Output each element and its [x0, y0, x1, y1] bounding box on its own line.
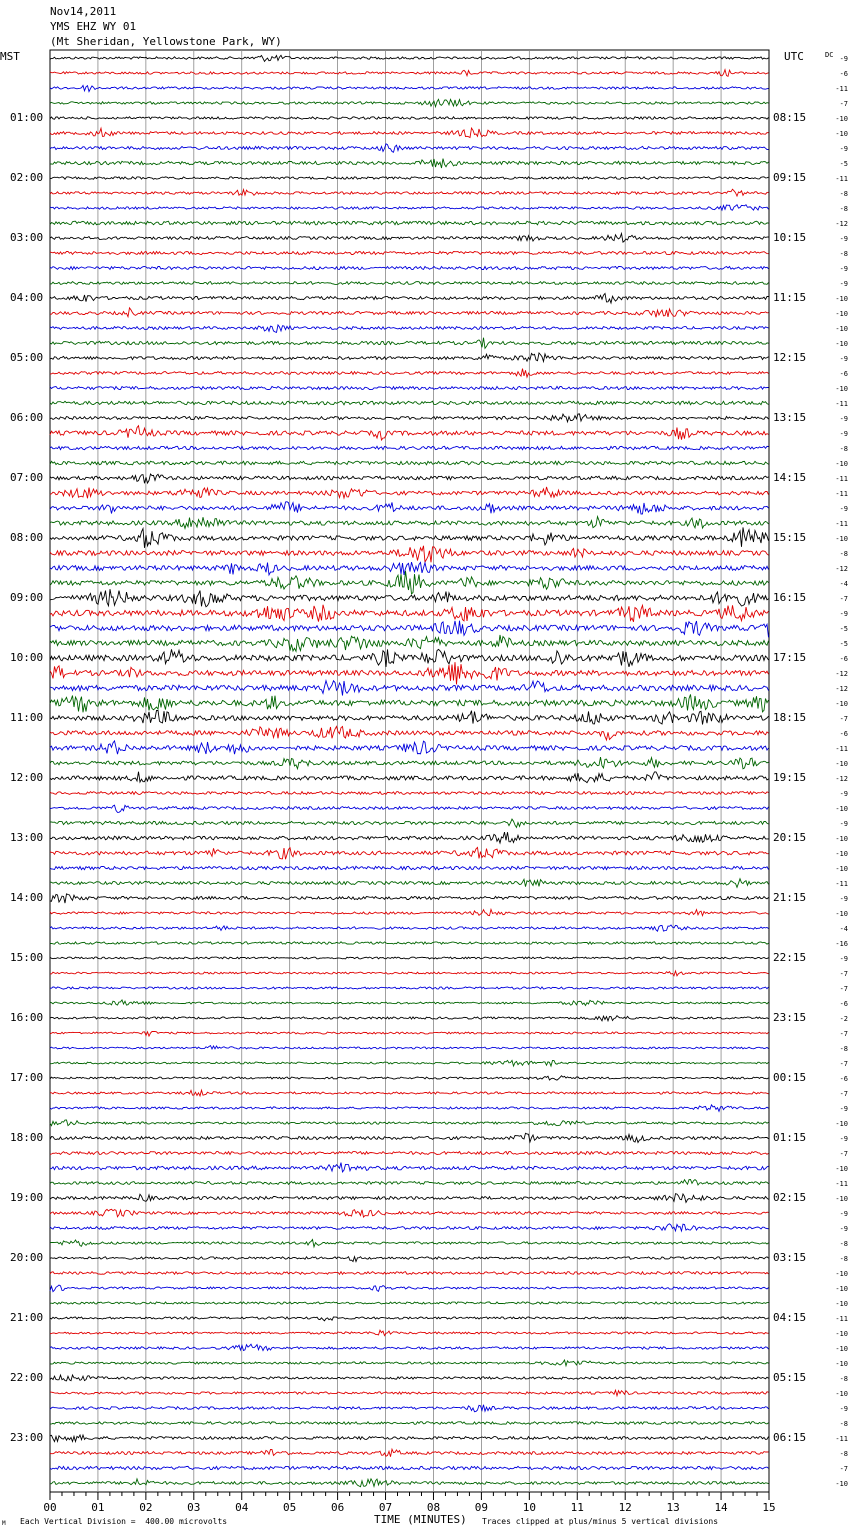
dc-offset-label: -7 — [839, 595, 848, 603]
left-hour-label: 22:00 — [10, 1371, 44, 1384]
seismic-trace — [50, 267, 769, 270]
left-hour-label: 20:00 — [10, 1251, 44, 1264]
seismic-trace — [50, 1449, 769, 1457]
seismic-trace — [50, 86, 769, 92]
seismic-trace — [50, 562, 769, 575]
dc-offset-label: -7 — [839, 1150, 848, 1158]
seismic-trace — [50, 234, 769, 243]
seismic-trace — [50, 1163, 769, 1172]
seismic-trace — [50, 401, 769, 405]
seismic-trace — [50, 1090, 769, 1096]
seismic-trace — [50, 1105, 769, 1112]
seismic-trace — [50, 987, 769, 989]
seismic-trace — [50, 757, 769, 769]
dc-offset-label: -11 — [835, 520, 848, 528]
seismic-trace — [50, 1152, 769, 1155]
seismic-trace — [50, 1240, 769, 1247]
dc-offset-label: -10 — [835, 865, 848, 873]
right-hour-label: 23:15 — [773, 1011, 807, 1024]
seismic-trace — [50, 1046, 769, 1049]
right-hour-label: 15:15 — [773, 531, 807, 544]
right-hour-label: 19:15 — [773, 771, 807, 784]
right-hour-label: 11:15 — [773, 291, 807, 304]
right-hour-label: 04:15 — [773, 1311, 807, 1324]
seismic-trace — [50, 426, 769, 440]
seismic-trace — [50, 546, 769, 563]
dc-offset-label: -10 — [835, 1300, 848, 1308]
clip-note: Traces clipped at plus/minus 5 vertical divisions — [482, 1517, 719, 1526]
dc-offset-label: -10 — [835, 1165, 848, 1173]
dc-offset-label: -9 — [839, 610, 848, 618]
seismic-trace — [50, 1375, 769, 1381]
dc-offset-label: -11 — [835, 490, 848, 498]
scale-note: Each Vertical Division = 400.00 microvolts — [20, 1517, 228, 1526]
seismic-trace — [50, 1016, 769, 1021]
dc-offset-label: -7 — [839, 100, 848, 108]
dc-offset-label: -8 — [839, 190, 848, 198]
dc-offset-label: -10 — [835, 1345, 848, 1353]
seismic-trace — [50, 819, 769, 827]
dc-offset-label: -4 — [839, 925, 848, 933]
seismic-trace — [50, 1285, 769, 1292]
seismic-trace — [50, 1031, 769, 1036]
dc-offset-label: -9 — [839, 895, 848, 903]
seismic-trace — [50, 1257, 769, 1262]
seismic-trace — [50, 741, 769, 754]
dc-offset-label: -2 — [839, 1015, 848, 1023]
seismic-trace — [50, 681, 769, 696]
dc-offset-label: -9 — [839, 820, 848, 828]
seismic-trace — [50, 70, 769, 77]
dc-offset-label: -9 — [839, 355, 848, 363]
dc-offset-label: -8 — [839, 1045, 848, 1053]
dc-offset-label: -10 — [835, 130, 848, 138]
dc-offset-label: -6 — [839, 1075, 848, 1083]
left-hour-label: 19:00 — [10, 1191, 44, 1204]
dc-offset-label: -16 — [835, 940, 848, 948]
left-hour-label: 04:00 — [10, 291, 44, 304]
seismic-trace — [50, 589, 769, 607]
seismic-trace — [50, 792, 769, 795]
seismic-trace — [50, 461, 769, 465]
dc-offset-label: -7 — [839, 985, 848, 993]
seismic-trace — [50, 55, 769, 61]
dc-offset-label: -6 — [839, 655, 848, 663]
seismic-trace — [50, 662, 769, 684]
seismic-trace — [50, 1120, 769, 1126]
dc-offset-label: -11 — [835, 745, 848, 753]
left-hour-label: 10:00 — [10, 651, 44, 664]
dc-offset-label: -5 — [839, 640, 848, 648]
seismic-trace — [50, 957, 769, 959]
seismic-trace — [50, 726, 769, 740]
x-tick-label: 09 — [474, 1501, 489, 1514]
seismic-trace — [50, 621, 769, 638]
dc-offset-label: -9 — [839, 505, 848, 513]
dc-offset-label: -6 — [839, 70, 848, 78]
seismic-trace — [50, 847, 769, 859]
seismic-trace — [50, 353, 769, 361]
dc-offset-label: -9 — [839, 1225, 848, 1233]
header-location: (Mt Sheridan, Yellowstone Park, WY) — [50, 35, 282, 48]
dc-offset-label: -9 — [839, 790, 848, 798]
dc-offset-label: -11 — [835, 880, 848, 888]
seismic-trace — [50, 1360, 769, 1366]
seismic-trace — [50, 1422, 769, 1425]
x-tick-label: 14 — [714, 1501, 728, 1514]
left-hour-label: 06:00 — [10, 411, 44, 424]
seismic-trace — [50, 99, 769, 106]
header-station: YMS EHZ WY 01 — [50, 20, 137, 33]
left-hour-label: 05:00 — [10, 351, 44, 364]
right-timezone-label: UTC — [784, 50, 804, 63]
seismic-trace — [50, 694, 769, 712]
dc-offset-label: -8 — [839, 550, 848, 558]
header-date: Nov14,2011 — [50, 5, 117, 18]
dc-offset-label: -6 — [839, 730, 848, 738]
dc-offset-label: -6 — [839, 1000, 848, 1008]
seismic-trace — [50, 414, 769, 422]
right-hour-label: 20:15 — [773, 831, 807, 844]
seismic-trace — [50, 487, 769, 498]
x-tick-label: 12 — [618, 1501, 632, 1514]
seismic-trace — [50, 1194, 769, 1203]
seismic-trace — [50, 282, 769, 285]
dc-offset-label: -8 — [839, 250, 848, 258]
dc-offset-label: -11 — [835, 400, 848, 408]
left-hour-label: 21:00 — [10, 1311, 44, 1324]
seismic-trace — [50, 308, 769, 317]
dc-offset-label: -6 — [839, 370, 848, 378]
seismic-trace — [50, 1000, 769, 1006]
x-tick-label: 04 — [235, 1501, 249, 1514]
left-hour-label: 18:00 — [10, 1131, 44, 1144]
seismic-trace — [50, 925, 769, 931]
dc-offset-label: -12 — [835, 775, 848, 783]
dc-offset-label: -11 — [835, 475, 848, 483]
seismic-trace — [50, 879, 769, 888]
seismic-trace — [50, 942, 769, 944]
seismic-trace — [50, 1060, 769, 1066]
right-hour-label: 12:15 — [773, 351, 807, 364]
seismic-trace — [50, 294, 769, 304]
seismic-trace — [50, 189, 769, 196]
left-hour-label: 13:00 — [10, 831, 44, 844]
dc-offset-label: -12 — [835, 670, 848, 678]
seismic-trace — [50, 1317, 769, 1321]
dc-offset-label: -11 — [835, 1435, 848, 1443]
left-hour-label: 03:00 — [10, 231, 44, 244]
x-tick-label: 08 — [426, 1501, 441, 1514]
x-tick-label: 10 — [522, 1501, 536, 1514]
dc-offset-label: -9 — [839, 145, 848, 153]
seismic-trace — [50, 144, 769, 152]
dc-offset-label: -10 — [835, 535, 848, 543]
x-tick-label: 07 — [378, 1501, 393, 1514]
dc-offset-label: -10 — [835, 1480, 848, 1488]
x-axis-label: TIME (MINUTES) — [374, 1513, 467, 1526]
seismic-trace — [50, 832, 769, 843]
seismic-trace — [50, 1180, 769, 1186]
dc-offset-label: -10 — [835, 1195, 848, 1203]
dc-offset-label: -10 — [835, 325, 848, 333]
dc-label: DC — [825, 51, 834, 59]
dc-offset-label: -9 — [839, 1405, 848, 1413]
right-hour-label: 10:15 — [773, 231, 807, 244]
right-hour-label: 17:15 — [773, 651, 807, 664]
seismic-trace — [50, 866, 769, 869]
dc-offset-label: -10 — [835, 910, 848, 918]
seismic-trace — [50, 1405, 769, 1412]
left-hour-label: 07:00 — [10, 471, 44, 484]
right-hour-label: 08:15 — [773, 111, 807, 124]
seismic-trace — [50, 711, 769, 725]
seismic-trace — [50, 117, 769, 119]
right-hour-label: 21:15 — [773, 891, 807, 904]
seismic-trace — [50, 1272, 769, 1275]
dc-offset-label: -11 — [835, 1315, 848, 1323]
seismic-trace — [50, 605, 769, 622]
left-hour-label: 09:00 — [10, 591, 44, 604]
dc-offset-label: -8 — [839, 1240, 848, 1248]
dc-offset-label: -10 — [835, 1270, 848, 1278]
dc-offset-label: -9 — [839, 955, 848, 963]
dc-offset-label: -9 — [839, 1135, 848, 1143]
right-hour-label: 03:15 — [773, 1251, 807, 1264]
left-hour-label: 17:00 — [10, 1071, 44, 1084]
dc-offset-label: -9 — [839, 265, 848, 273]
seismic-trace — [50, 446, 769, 449]
right-hour-label: 09:15 — [773, 171, 807, 184]
dc-offset-label: -8 — [839, 1420, 848, 1428]
dc-offset-label: -8 — [839, 445, 848, 453]
left-hour-label: 14:00 — [10, 891, 44, 904]
seismic-trace — [50, 635, 769, 651]
dc-offset-label: -8 — [839, 1375, 848, 1383]
seismic-trace — [50, 205, 769, 211]
seismic-trace — [50, 1330, 769, 1335]
x-tick-label: 06 — [330, 1501, 345, 1514]
right-hour-label: 16:15 — [773, 591, 807, 604]
x-tick-label: 03 — [187, 1501, 201, 1514]
dc-offset-label: -7 — [839, 1030, 848, 1038]
seismic-trace — [50, 474, 769, 483]
dc-offset-label: -10 — [835, 115, 848, 123]
dc-offset-label: -7 — [839, 1090, 848, 1098]
right-hour-label: 00:15 — [773, 1071, 807, 1084]
dc-offset-label: -10 — [835, 340, 848, 348]
seismic-trace — [50, 971, 769, 976]
dc-offset-label: -8 — [839, 1255, 848, 1263]
dc-offset-label: -9 — [839, 1210, 848, 1218]
seismic-trace — [50, 1390, 769, 1396]
seismic-trace — [50, 1209, 769, 1217]
seismic-trace — [50, 177, 769, 179]
x-tick-label: 05 — [283, 1501, 297, 1514]
dc-offset-label: -5 — [839, 160, 848, 168]
left-hour-label: 15:00 — [10, 951, 44, 964]
dc-offset-label: -7 — [839, 715, 848, 723]
dc-offset-label: -11 — [835, 1180, 848, 1188]
seismic-trace — [50, 1076, 769, 1080]
dc-offset-label: -7 — [839, 1060, 848, 1068]
x-tick-label: 13 — [666, 1501, 680, 1514]
seismic-trace — [50, 909, 769, 915]
dc-offset-label: -10 — [835, 1390, 848, 1398]
corner-mark: M — [2, 1520, 6, 1527]
dc-offset-label: -10 — [835, 385, 848, 393]
dc-offset-label: -4 — [839, 580, 848, 588]
dc-offset-label: -10 — [835, 835, 848, 843]
seismic-trace — [50, 1302, 769, 1304]
seismic-trace — [50, 1344, 769, 1350]
seismic-trace — [50, 338, 769, 349]
seismic-trace — [50, 527, 769, 548]
right-hour-label: 13:15 — [773, 411, 807, 424]
dc-offset-label: -11 — [835, 85, 848, 93]
right-hour-label: 22:15 — [773, 951, 807, 964]
seismic-trace — [50, 894, 769, 903]
dc-offset-label: -10 — [835, 310, 848, 318]
dc-offset-label: -10 — [835, 1360, 848, 1368]
seismic-trace — [50, 502, 769, 514]
right-hour-label: 06:15 — [773, 1431, 807, 1444]
dc-offset-label: -10 — [835, 1330, 848, 1338]
dc-offset-label: -10 — [835, 700, 848, 708]
right-hour-label: 18:15 — [773, 711, 807, 724]
left-timezone-label: MST — [0, 50, 20, 63]
dc-offset-label: -9 — [839, 415, 848, 423]
dc-offset-label: -11 — [835, 175, 848, 183]
left-hour-label: 01:00 — [10, 111, 44, 124]
seismic-trace — [50, 649, 769, 667]
right-hour-label: 02:15 — [773, 1191, 807, 1204]
dc-offset-label: -7 — [839, 1465, 848, 1473]
left-hour-label: 02:00 — [10, 171, 44, 184]
seismic-trace — [50, 1435, 769, 1442]
seismic-trace — [50, 221, 769, 225]
right-hour-label: 14:15 — [773, 471, 807, 484]
dc-offset-label: -9 — [839, 235, 848, 243]
dc-offset-label: -5 — [839, 625, 848, 633]
dc-offset-label: -9 — [839, 430, 848, 438]
dc-offset-label: -9 — [839, 280, 848, 288]
left-hour-label: 16:00 — [10, 1011, 44, 1024]
dc-offset-label: -10 — [835, 1120, 848, 1128]
seismic-trace — [50, 1479, 769, 1487]
seismic-trace — [50, 325, 769, 332]
dc-offset-label: -10 — [835, 460, 848, 468]
dc-offset-label: -10 — [835, 850, 848, 858]
left-hour-label: 11:00 — [10, 711, 44, 724]
dc-offset-label: -10 — [835, 805, 848, 813]
left-hour-label: 23:00 — [10, 1431, 44, 1444]
x-tick-label: 11 — [570, 1501, 584, 1514]
seismic-trace — [50, 1224, 769, 1231]
dc-offset-label: -12 — [835, 220, 848, 228]
dc-offset-label: -8 — [839, 1450, 848, 1458]
seismic-trace — [50, 386, 769, 389]
x-tick-label: 00 — [43, 1501, 57, 1514]
dc-offset-label: -9 — [839, 55, 848, 63]
left-hour-label: 08:00 — [10, 531, 44, 544]
dc-offset-label: -12 — [835, 565, 848, 573]
dc-offset-label: -10 — [835, 295, 848, 303]
seismic-trace — [50, 159, 769, 168]
dc-offset-label: -8 — [839, 205, 848, 213]
seismic-trace — [50, 369, 769, 378]
x-tick-label: 02 — [139, 1501, 153, 1514]
seismic-trace — [50, 251, 769, 254]
dc-offset-label: -10 — [835, 760, 848, 768]
seismic-trace — [50, 805, 769, 812]
left-hour-label: 12:00 — [10, 771, 44, 784]
right-hour-label: 01:15 — [773, 1131, 807, 1144]
right-hour-label: 05:15 — [773, 1371, 807, 1384]
dc-offset-label: -10 — [835, 1285, 848, 1293]
seismic-trace — [50, 1466, 769, 1469]
seismic-trace — [50, 517, 769, 529]
seismic-trace — [50, 128, 769, 137]
dc-offset-label: -9 — [839, 1105, 848, 1113]
seismic-trace — [50, 571, 769, 594]
seismic-trace — [50, 1133, 769, 1142]
x-tick-label: 01 — [91, 1501, 105, 1514]
seismic-trace — [50, 772, 769, 783]
dc-offset-label: -12 — [835, 685, 848, 693]
x-tick-label: 15 — [762, 1501, 776, 1514]
dc-offset-label: -7 — [839, 970, 848, 978]
